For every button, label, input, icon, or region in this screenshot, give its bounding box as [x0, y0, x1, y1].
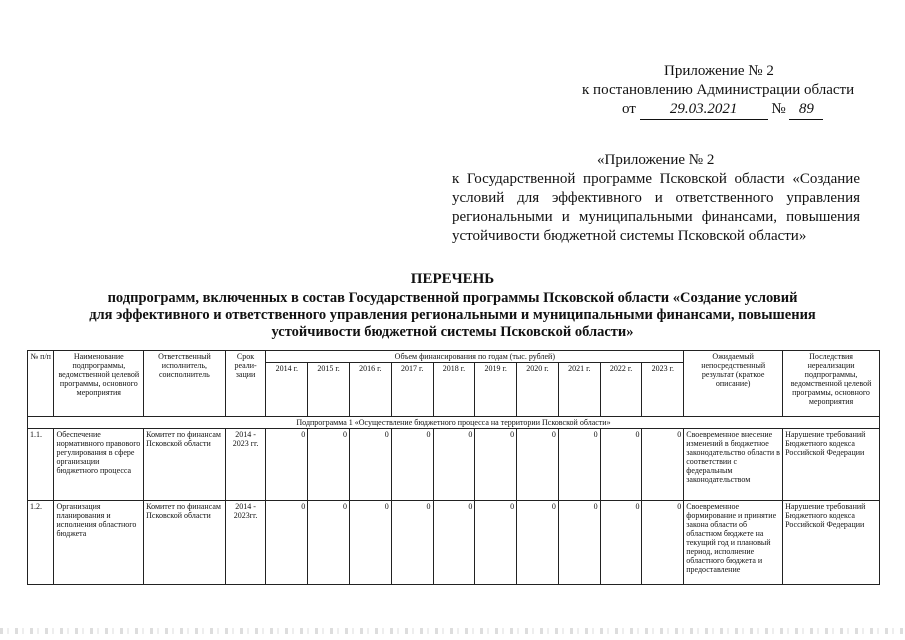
year-header: 2014 г. [266, 363, 308, 417]
row-value: 0 [391, 429, 433, 501]
year-header: 2018 г. [433, 363, 475, 417]
document-heading: ПЕРЕЧЕНЬ [410, 271, 495, 287]
row-executor: Комитет по финансам Псковской области [144, 501, 226, 585]
year-header: 2023 г. [642, 363, 684, 417]
row-term: 2014 - 2023 гг. [225, 429, 266, 501]
row-value: 0 [517, 429, 559, 501]
row-value: 0 [475, 501, 517, 585]
year-header: 2022 г. [600, 363, 642, 417]
col-num-header: № п/п [28, 351, 54, 417]
row-value: 0 [266, 501, 308, 585]
appendix-date-line [560, 100, 860, 120]
appendix-header [560, 62, 860, 120]
row-name: Организация планирования и исполнения областного бюджета [54, 501, 144, 585]
row-value: 0 [600, 501, 642, 585]
row-value: 0 [433, 429, 475, 501]
year-header: 2020 г. [517, 363, 559, 417]
row-term: 2014 - 2023гг. [225, 501, 266, 585]
subprogram-title: Подпрограмма 1 «Осуществление бюджетного процесса на территории Псковской области» [28, 417, 880, 429]
subheading-line-1: подпрограмм, включенных в состав Государственной программы Псковской области «Создание условий [107, 290, 798, 306]
row-value: 0 [391, 501, 433, 585]
col-funding-header: Объем финансирования по годам (тыс. рублей) [266, 351, 684, 363]
row-value: 0 [349, 501, 391, 585]
appendix-subtitle: к постановлению Администрации области [582, 82, 855, 98]
col-name-header: Наименование подпрограммы, ведомственной целевой программы, основного мероприятия [54, 351, 144, 417]
year-header: 2017 г. [391, 363, 433, 417]
number-prefix: № [771, 101, 786, 117]
year-header: 2015 г. [308, 363, 350, 417]
date-prefix: от [622, 101, 636, 117]
row-num: 1.2. [28, 501, 54, 585]
subheading-line-2: для эффективного и ответственного управления региональными и муниципальными финансами, повышения [89, 307, 816, 323]
program-appendix-title: «Приложение № 2 [597, 152, 715, 168]
row-value: 0 [433, 501, 475, 585]
document-subheading [0, 290, 905, 341]
row-value: 0 [558, 501, 600, 585]
row-value: 0 [642, 429, 684, 501]
col-term-header: Срок реали-зации [225, 351, 266, 417]
row-result: Своевременное внесение изменений в бюджетное законодательство области в соответствии с федеральным законодательством [684, 429, 783, 501]
row-value: 0 [475, 429, 517, 501]
row-value: 0 [517, 501, 559, 585]
col-result-header: Ожидаемый непосредственный результат (краткое описание) [684, 351, 783, 417]
row-name: Обеспечение нормативного правового регулирования в сфере организации бюджетного процесса [54, 429, 144, 501]
handwritten-number: 89 [789, 100, 823, 120]
header-row-1 [28, 351, 880, 363]
row-value: 0 [349, 429, 391, 501]
subheading-line-3: устойчивости бюджетной системы Псковской области» [271, 324, 634, 340]
year-header: 2021 г. [558, 363, 600, 417]
row-value: 0 [642, 501, 684, 585]
program-appendix-header [452, 151, 860, 246]
row-result: Своевременное формирование и принятие закона области об областном бюджете на текущий год и плановый период, исполнение областного бюджета и предоставление [684, 501, 783, 585]
subprograms-table [27, 350, 880, 585]
row-value: 0 [308, 429, 350, 501]
program-appendix-body: к Государственной программе Псковской области «Создание условий для эффективного и ответственного управления региональными и муниципальными финансами, повышения устойчивости бюджетной системы Псковской области» [452, 171, 860, 244]
row-num: 1.1. [28, 429, 54, 501]
subprogram-row [28, 417, 880, 429]
appendix-title: Приложение № 2 [664, 63, 774, 79]
table-row [28, 501, 880, 585]
year-header: 2016 г. [349, 363, 391, 417]
row-value: 0 [266, 429, 308, 501]
col-executor-header: Ответственный исполнитель, соисполнитель [144, 351, 226, 417]
table-row [28, 429, 880, 501]
year-header: 2019 г. [475, 363, 517, 417]
scan-noise [0, 628, 905, 634]
col-consequences-header: Последствия нереализации подпрограммы, ведомственной целевой программы, основного мероприятия [783, 351, 880, 417]
row-executor: Комитет по финансам Псковской области [144, 429, 226, 501]
row-value: 0 [600, 429, 642, 501]
handwritten-date: 29.03.2021 [640, 100, 768, 120]
row-consequences: Нарушение требований Бюджетного кодекса Российской Федерации [783, 501, 880, 585]
row-consequences: Нарушение требований Бюджетного кодекса Российской Федерации [783, 429, 880, 501]
row-value: 0 [558, 429, 600, 501]
row-value: 0 [308, 501, 350, 585]
